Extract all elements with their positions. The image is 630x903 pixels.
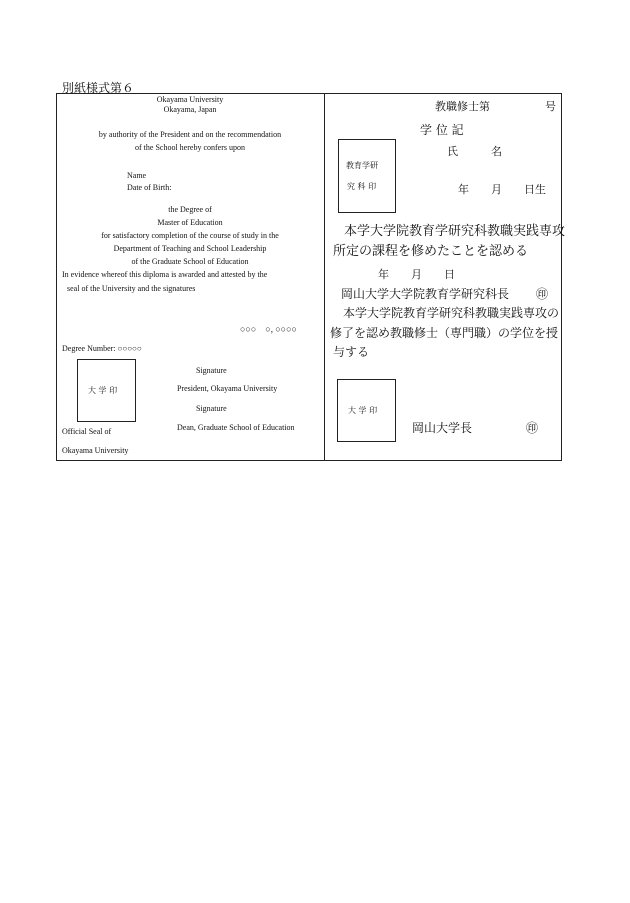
evidence-line-2: seal of the University and the signatures [67, 284, 196, 293]
form-heading: 別紙様式第６ [62, 81, 135, 95]
center-divider [324, 93, 325, 461]
date-placeholder: ○○○ ○, ○○○○ [240, 324, 297, 334]
diploma-title-jp: 学 位 記 [420, 123, 464, 137]
name-label-jp: 氏 名 [447, 145, 502, 158]
degree-number-jp: 教職修士第 号 [435, 100, 556, 113]
body-line-2: 所定の課程を修めたことを認める [333, 244, 529, 259]
degree-number: Degree Number: ○○○○○ [62, 344, 142, 353]
dean-title: Dean, Graduate School of Education [177, 423, 295, 432]
seal-mark-dean: ㊞ [536, 287, 549, 301]
university-name: Okayama University [156, 95, 224, 104]
degree-line-1: the Degree of [168, 205, 212, 214]
authority-line-2: of the School hereby confers upon [135, 143, 245, 152]
official-seal-line-1: Official Seal of [62, 427, 112, 436]
official-seal-line-2: Okayama University [62, 446, 129, 455]
completion-line-3: of the Graduate School of Education [131, 257, 249, 266]
department-seal-text-1: 教育学研 [346, 161, 378, 170]
seal-mark-president: ㊞ [526, 421, 539, 435]
birth-date-jp: 年 月 日生 [458, 183, 546, 196]
signature-label-1: Signature [196, 366, 227, 375]
university-seal-text-jp: 大 学 印 [348, 406, 378, 415]
president-line-jp: 岡山大学長 [412, 421, 473, 435]
body-line-1: 本学大学院教育学研究科教職実践専攻 [344, 224, 566, 239]
completion-line-2: Department of Teaching and School Leadership [113, 244, 267, 253]
completion-line-1: for satisfactory completion of the course of study in the [101, 231, 279, 240]
department-seal-box [338, 139, 396, 213]
dean-line-jp: 岡山大学大学院教育学研究科長 [341, 287, 510, 301]
body-line-5: 与する [333, 345, 370, 359]
evidence-line-1: In evidence whereof this diploma is awarded and attested by the [62, 270, 268, 279]
university-seal-text: 大 学 印 [88, 386, 118, 395]
body-line-3: 本学大学院教育学研究科教職実践専攻の [343, 306, 560, 320]
university-location: Okayama, Japan [163, 105, 217, 114]
date-jp: 年 月 日 [378, 268, 455, 281]
dob-label: Date of Birth: [127, 183, 172, 192]
name-label: Name [127, 171, 147, 180]
body-line-4: 修了を認め教職修士（専門職）の学位を授 [330, 326, 559, 340]
department-seal-text-2: 究 科 印 [347, 182, 377, 191]
signature-label-2: Signature [196, 404, 227, 413]
president-title: President, Okayama University [177, 384, 278, 393]
authority-line-1: by authority of the President and on the recommendation [98, 130, 282, 139]
degree-line-2: Master of Education [157, 218, 223, 227]
